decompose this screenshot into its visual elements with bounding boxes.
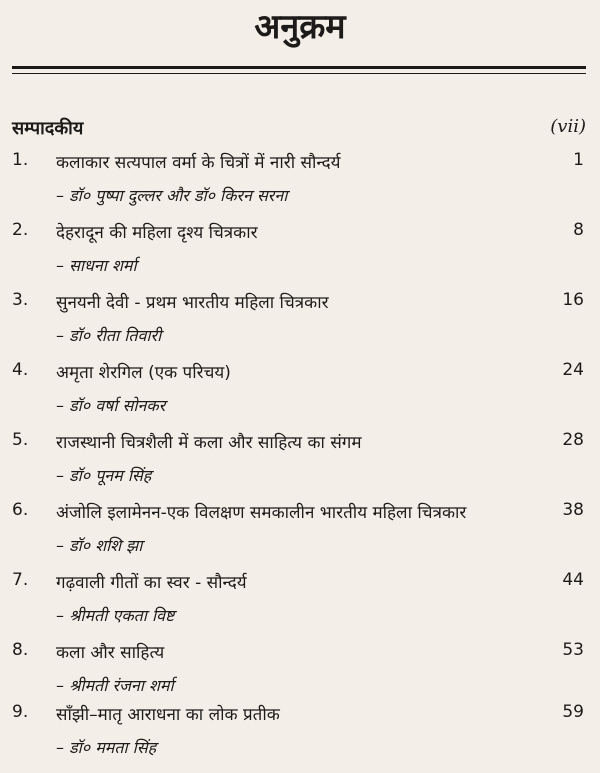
toc-entry-7[interactable] — [0, 570, 600, 640]
entry-number: 9. — [12, 702, 29, 722]
entry-author: – श्रीमती रंजना शर्मा — [56, 676, 174, 695]
entry-title: कला और साहित्य — [56, 643, 165, 663]
entry-author: – डॉ० वर्षा सोनकर — [56, 396, 166, 415]
entry-number: 2. — [12, 220, 29, 240]
entry-page-number: 28 — [562, 430, 584, 450]
entry-author: – डॉ० शशि झा — [56, 536, 143, 555]
entry-number: 5. — [12, 430, 29, 450]
toc-entry-5[interactable] — [0, 430, 600, 500]
entry-number: 4. — [12, 360, 29, 380]
entry-number: 6. — [12, 500, 29, 520]
entry-author: – डॉ० ममता सिंह — [56, 738, 157, 757]
toc-entry-6[interactable] — [0, 500, 600, 570]
entry-number: 7. — [12, 570, 29, 590]
entry-title: गढ़वाली गीतों का स्वर - सौन्दर्य — [56, 573, 247, 593]
toc-entry-2[interactable] — [0, 220, 600, 290]
toc-entry-3[interactable] — [0, 290, 600, 360]
title-divider-thick — [12, 66, 586, 69]
toc-entry-9[interactable] — [0, 702, 600, 772]
title-divider-thin — [12, 73, 586, 74]
preface-page-number: (vii) — [550, 116, 586, 137]
preface-label: सम्पादकीय — [12, 118, 84, 139]
entry-title: सुनयनी देवी - प्रथम भारतीय महिला चित्रकार — [56, 293, 329, 313]
entry-title: साँझी–मातृ आराधना का लोक प्रतीक — [56, 705, 280, 725]
entry-author: – डॉ० पुष्पा दुल्लर और डॉ० किरन सरना — [56, 186, 288, 205]
entry-page-number: 53 — [562, 640, 584, 660]
entry-page-number: 59 — [562, 702, 584, 722]
entry-page-number: 44 — [562, 570, 584, 590]
entry-title: राजस्थानी चित्रशैली में कला और साहित्य का संगम — [56, 433, 362, 453]
entry-page-number: 1 — [573, 150, 584, 170]
entry-title: अंजोलि इलामेनन-एक विलक्षण समकालीन भारतीय महिला चित्रकार — [56, 503, 467, 523]
entry-author: – डॉ० रीता तिवारी — [56, 326, 162, 345]
entry-author: – डॉ० पूनम सिंह — [56, 466, 152, 485]
toc-entry-4[interactable] — [0, 360, 600, 430]
toc-preface-entry[interactable] — [12, 116, 586, 142]
entry-page-number: 38 — [562, 500, 584, 520]
entry-number: 8. — [12, 640, 29, 660]
entry-author: – साधना शर्मा — [56, 256, 137, 275]
page-title: अनुक्रम — [254, 7, 346, 47]
entry-page-number: 16 — [562, 290, 584, 310]
entry-number: 1. — [12, 150, 29, 170]
entry-number: 3. — [12, 290, 29, 310]
toc-entry-8[interactable] — [0, 640, 600, 710]
entry-page-number: 24 — [562, 360, 584, 380]
entry-page-number: 8 — [573, 220, 584, 240]
entry-title: कलाकार सत्यपाल वर्मा के चित्रों में नारी सौन्दर्य — [56, 153, 341, 173]
entry-author: – श्रीमती एकता विष्ट — [56, 606, 175, 625]
entry-title: देहरादून की महिला दृश्य चित्रकार — [56, 223, 258, 243]
entry-title: अमृता शेरगिल (एक परिचय) — [56, 363, 231, 383]
toc-entry-1[interactable] — [0, 150, 600, 220]
